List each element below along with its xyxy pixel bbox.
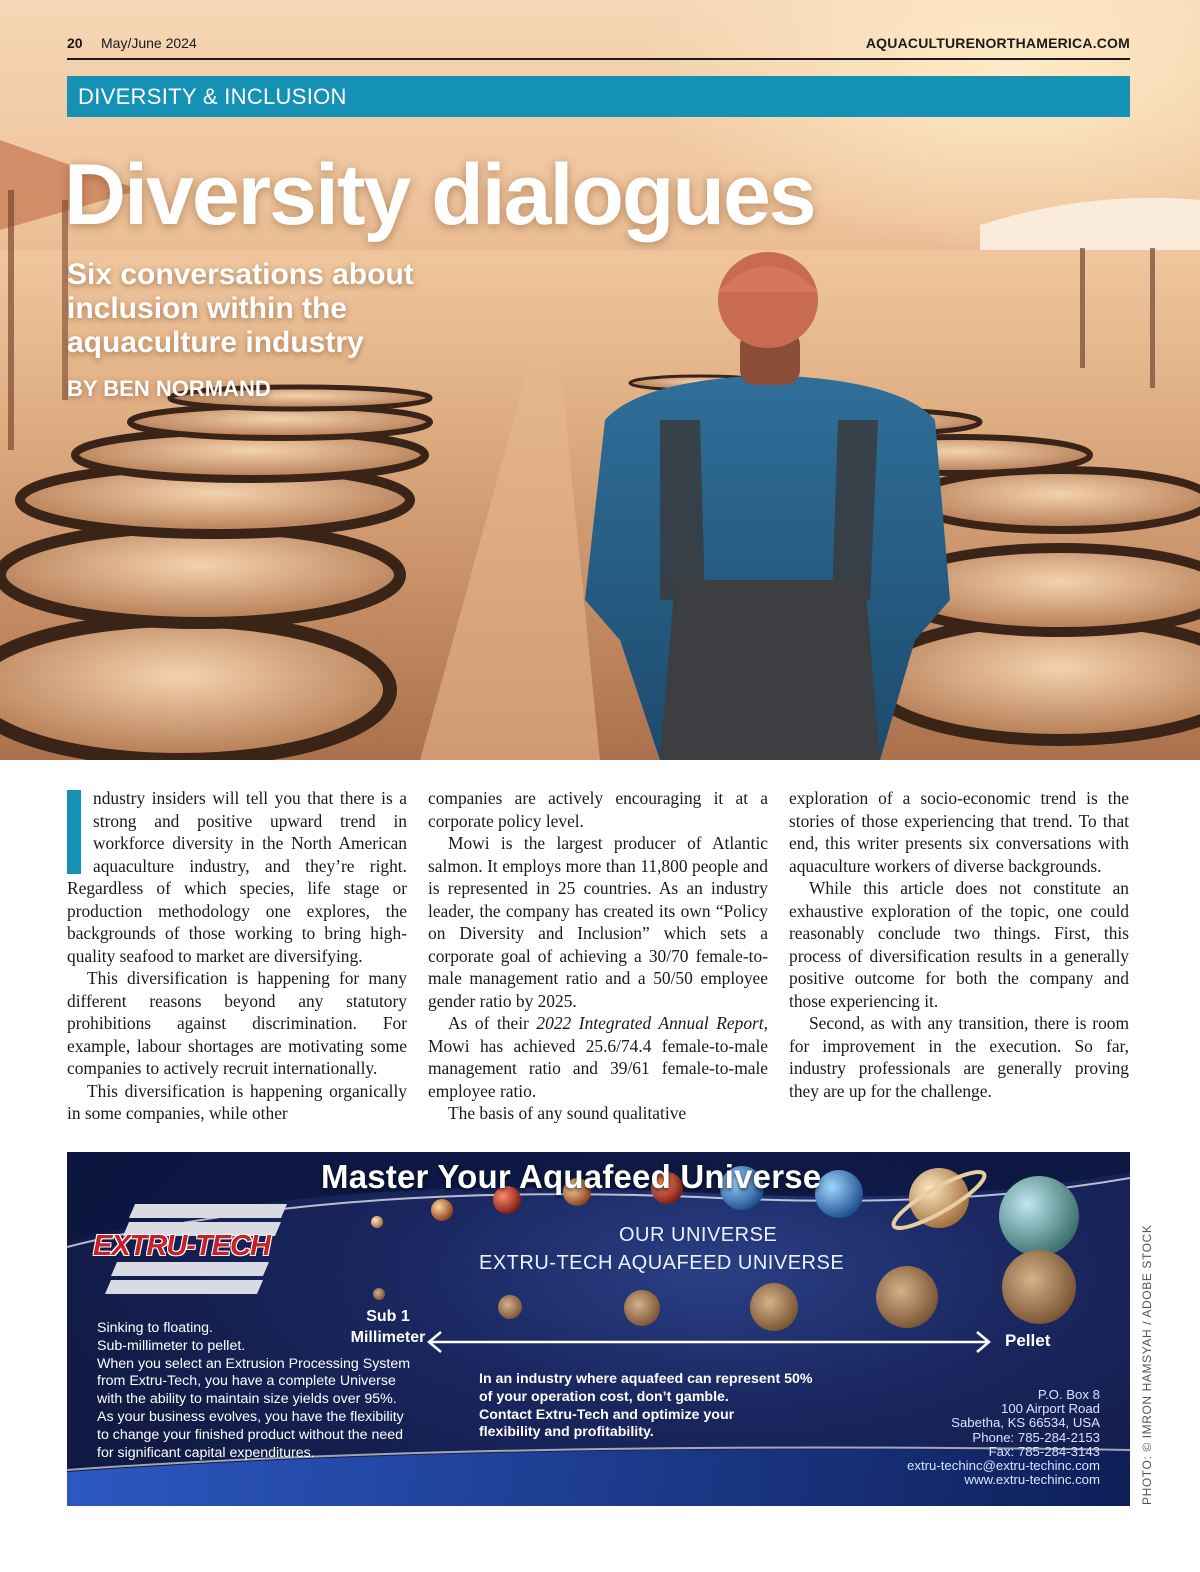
byline: BY BEN NORMAND (67, 376, 271, 401)
paragraph: ndustry insiders will tell you that there is a strong and positive upward trend in workforce diversity in the North American aquaculture industry, and they’re right. Regardless of which species, life stage or production methodology one explores, the backgrounds of those working to bring high-quality seafood to market are diversifying. (67, 788, 407, 966)
article-body (67, 787, 1130, 1127)
paragraph: This diversification is happening organically in some companies, while other (67, 1080, 407, 1123)
paragraph: While this article does not constitute an exhaustive exploration of the topic, one could reasonably conclude two things. First, this process of diversification results in a generally positive outcome for both the company and those experiencing it. (789, 878, 1129, 1011)
site-url[interactable]: AQUACULTURENORTHAMERICA.COM (865, 35, 1130, 51)
ad-callout-text: In an industry where aquafeed can represent 50% of your operation cost, don’t gamble. Contact Extru-Tech and optimize your flexibility and profitability. (479, 1371, 813, 1441)
scale-start-label: Sub 1 Millimeter (350, 1308, 426, 1346)
hero-photo (0, 0, 1200, 760)
headline: Diversity dialogues (64, 147, 815, 243)
universe-line-1: OUR UNIVERSE (619, 1224, 778, 1246)
paragraph: This diversification is happening for many different reasons beyond any statutory prohibitions against discrimination. For example, labour shortages are motivating some companies to actively recruit internationally. (67, 968, 407, 1078)
column-1 (67, 787, 407, 1125)
fax: Fax: 785-284-3143 (988, 1443, 1100, 1459)
ad-contact-block (907, 1388, 1100, 1487)
photo-credit: PHOTO: © IMRON HAMSYAH / ADOBE STOCK (1140, 1224, 1154, 1505)
size-scale-arrow (429, 1332, 989, 1352)
extru-tech-advertisement[interactable] (67, 1152, 1130, 1506)
column-2 (428, 787, 768, 1125)
address-line: 100 Airport Road (1001, 1401, 1100, 1417)
website-link[interactable]: www.extru-techinc.com (964, 1472, 1100, 1488)
address-line: Sabetha, KS 66534, USA (951, 1415, 1100, 1431)
ad-body-text: Sinking to floating. Sub-millimeter to pellet. When you select an Extrusion Processing System from Extru-Tech, you have a complete Universe with the ability to maintain size yields over 95%. As your business evolves, you have the flexibility to change your finished product without the need for significant capital expenditures. (97, 1320, 411, 1461)
scale-end-label: Pellet (1005, 1331, 1051, 1350)
extru-tech-logo: EXTRU-TECH (93, 1230, 270, 1262)
paragraph: As of their 2022 Integrated Annual Report, Mowi has achieved 25.6/74.4 female-to-male management ratio and 39/61 female-to-male employee ratio. (428, 1013, 768, 1101)
universe-line-2: EXTRU-TECH AQUAFEED UNIVERSE (479, 1252, 845, 1274)
paragraph: companies are actively encouraging it at a corporate policy level. (428, 788, 768, 831)
header-rule (67, 58, 1130, 60)
paragraph: exploration of a socio-economic trend is the stories of those experiencing that trend. To that end, this writer presents six conversations with aquaculture workers of diverse backgrounds. (789, 788, 1129, 876)
ad-title: Master Your Aquafeed Universe (321, 1158, 822, 1195)
page-number: 20 (67, 35, 83, 51)
phone: Phone: 785-284-2153 (972, 1429, 1100, 1445)
section-label: DIVERSITY & INCLUSION (67, 76, 1130, 117)
paragraph: The basis of any sound qualitative (448, 1103, 687, 1123)
email-link[interactable]: extru-techinc@extru-techinc.com (907, 1458, 1100, 1474)
drop-cap (67, 790, 81, 874)
report-title: 2022 Integrated Annual Report, (536, 1013, 768, 1033)
paragraph: Mowi is the largest producer of Atlantic salmon. It employs more than 11,800 people and is represented in 25 countries. As an industry leader, the company has created its own “Policy on Diversity and Inclusion” which sets a corporate goal of achieving a 30/70 female-to-male management ratio and a 50/50 employee gender ratio by 2025. (428, 833, 768, 1011)
paragraph: Second, as with any transition, there is room for improvement in the execution. So far, industry professionals are generally proving they are up for the challenge. (789, 1013, 1129, 1101)
subhead: Six conversations about inclusion within the aquaculture industry (67, 258, 414, 359)
column-3 (789, 787, 1129, 1102)
issue-date: May/June 2024 (101, 35, 197, 51)
address-line: P.O. Box 8 (1037, 1387, 1100, 1402)
